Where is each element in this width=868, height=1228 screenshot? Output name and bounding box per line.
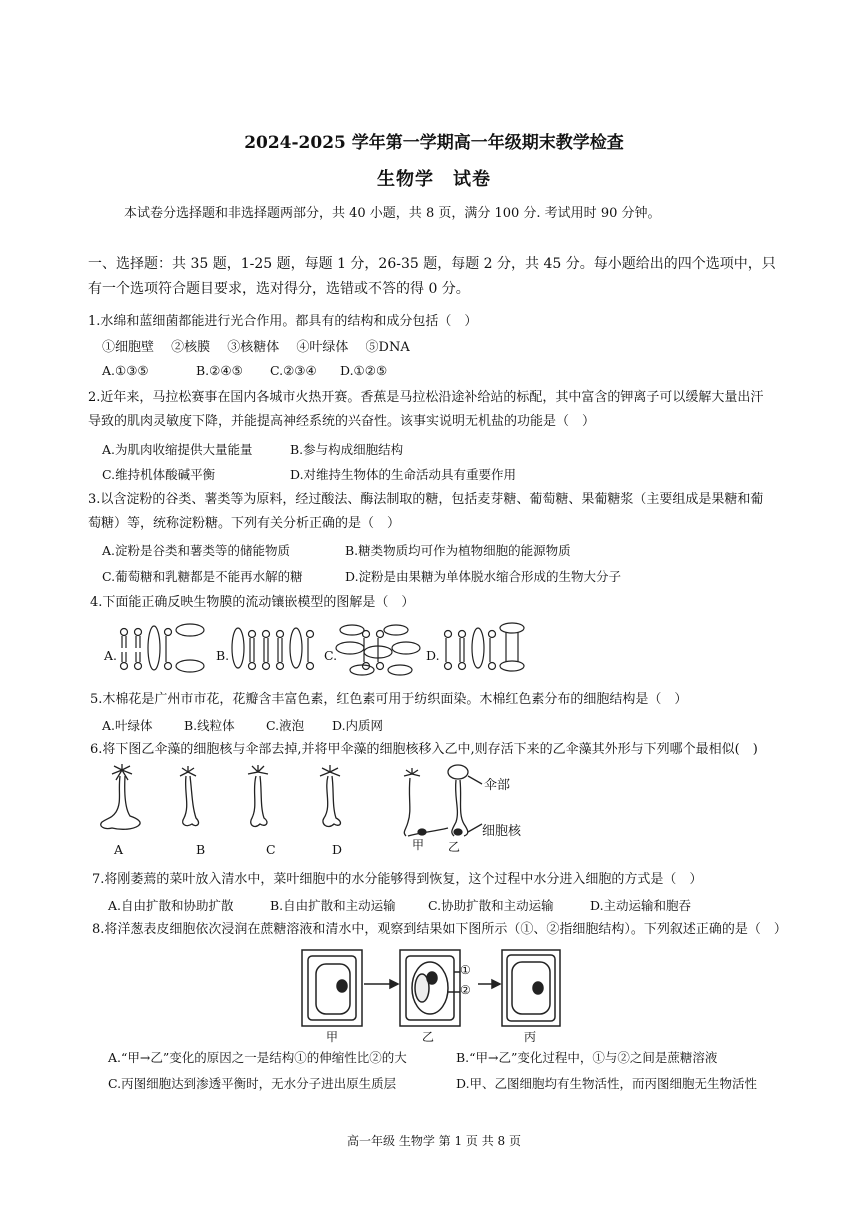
q2-stem-line2: 导致的肌肉灵敏度下降，并能提高神经系统的兴奋性。该事实说明无机盐的功能是（ ）	[88, 414, 596, 429]
q1-option-a: A.①③⑤	[102, 363, 149, 378]
q1-option-d: D.①②⑤	[340, 363, 388, 378]
q6-option-c: C	[266, 842, 276, 857]
q8-option-b: B.“甲→乙”变化过程中，①与②之间是蔗糖溶液	[456, 1050, 718, 1065]
q5-option-c: C.液泡	[266, 718, 305, 733]
q4-option-c: C.	[324, 648, 338, 663]
q1-stem: 1.水绵和蓝细菌都能进行光合作用。都具有的结构和成分包括（ ）	[88, 314, 478, 329]
q2-option-d: D.对维持生物体的生命活动具有重要作用	[290, 467, 517, 482]
exam-title: 2024-2025 学年第一学期高一年级期末教学检查	[244, 133, 624, 153]
label-jia: 甲	[412, 838, 425, 852]
cell-yi	[400, 950, 460, 1026]
q6-acetabularia-diagrams	[92, 762, 552, 862]
q3-stem-line2: 萄糖）等，统称淀粉糖。下列有关分析正确的是（ ）	[88, 516, 401, 531]
label-structure-1: ①	[460, 963, 471, 977]
umbrella-alga-b	[180, 766, 199, 826]
q6-option-a: A	[114, 842, 124, 857]
label-cap: 伞部	[484, 778, 511, 793]
membrane-diagram-d	[445, 623, 525, 671]
caption-yi: 乙	[422, 1030, 435, 1044]
umbrella-alga-d	[320, 765, 340, 826]
q8-option-a: A.“甲→乙”变化的原因之一是结构①的伸缩性比②的大	[108, 1050, 407, 1065]
q4-option-b: B.	[216, 648, 230, 663]
q8-option-d: D.甲、乙图细胞均有生物活性，而丙图细胞无生物活性	[456, 1076, 758, 1091]
label-yi: 乙	[448, 840, 461, 854]
label-nucleus: 细胞核	[482, 824, 522, 839]
section-instructions: 一、选择题：共 35 题，1-25 题，每题 1 分，26-35 题，每题 2 分，共 45 分。每小题给出的四个选项中，只有一个选项符合题目要求，选对得分，选错或不答的得 0 分。	[88, 256, 776, 297]
page-footer: 高一年级 生物学 第 1 页 共 8 页	[347, 1134, 521, 1148]
q2-option-a: A.为肌肉收缩提供大量能量	[102, 442, 253, 457]
q6-option-d: D	[332, 842, 343, 857]
q4-membrane-diagrams	[100, 618, 540, 680]
q7-option-b: B.自由扩散和主动运输	[270, 898, 396, 913]
q7-option-a: A.自由扩散和协助扩散	[108, 898, 234, 913]
caption-bing: 丙	[524, 1030, 537, 1044]
q7-option-c: C.协助扩散和主动运输	[428, 898, 554, 913]
q4-option-d: D.	[426, 648, 440, 663]
q6-stem: 6.将下图乙伞藻的细胞核与伞部去掉,并将甲伞藻的细胞核移入乙中,则存活下来的乙伞藻其外形与下列哪个最相似( )	[90, 742, 758, 757]
q6-option-b: B	[196, 842, 206, 857]
q8-plasmolysis-diagram	[296, 944, 566, 1044]
q3-option-c: C.葡萄糖和乳糖都是不能再水解的糖	[102, 569, 303, 584]
arrow-yi-to-bing	[478, 980, 500, 988]
q1-option-b: B.②④⑤	[196, 363, 243, 378]
label-structure-2: ②	[460, 983, 471, 997]
q3-option-d: D.淀粉是由果糖为单体脱水缩合形成的生物大分子	[345, 569, 622, 584]
q3-option-b: B.糖类物质均可作为植物细胞的能源物质	[345, 543, 571, 558]
caption-jia: 甲	[326, 1030, 339, 1044]
q2-stem-line1: 2.近年来，马拉松赛事在国内各城市火热开赛。香蕉是马拉松沿途补给站的标配，其中富含的钾离子可以缓解大量出汗	[88, 390, 764, 405]
q7-option-d: D.主动运输和胞吞	[590, 898, 692, 913]
subject-title: 生物学 试卷	[377, 169, 491, 190]
umbrella-alga-a	[101, 764, 140, 829]
q1-items: ①细胞壁 ②核膜 ③核糖体 ④叶绿体 ⑤DNA	[102, 340, 410, 355]
q7-stem: 7.将刚萎蔫的菜叶放入清水中，菜叶细胞中的水分能够得到恢复，这个过程中水分进入细胞的方式是（ ）	[92, 872, 703, 887]
membrane-diagram-b	[232, 628, 314, 670]
q4-stem: 4.下面能正确反映生物膜的流动镶嵌模型的图解是（ ）	[90, 595, 415, 610]
cell-bing	[502, 950, 560, 1026]
q5-option-b: B.线粒体	[184, 718, 235, 733]
q5-option-a: A.叶绿体	[102, 718, 153, 733]
q5-stem: 5.木棉花是广州市市花，花瓣含丰富色素，红色素可用于纺织面染。木棉红色素分布的细胞结构是（ ）	[90, 692, 688, 707]
q5-option-d: D.内质网	[332, 718, 384, 733]
grafting-diagram	[404, 765, 482, 836]
q8-option-c: C.丙图细胞达到渗透平衡时，无水分子进出原生质层	[108, 1076, 397, 1091]
q3-option-a: A.淀粉是谷类和薯类等的储能物质	[102, 543, 291, 558]
membrane-diagram-c	[336, 625, 420, 675]
membrane-diagram-a	[121, 624, 205, 672]
q2-option-c: C.维持机体酸碱平衡	[102, 467, 216, 482]
umbrella-alga-c	[248, 765, 268, 826]
arrow-jia-to-yi	[364, 980, 398, 988]
q1-option-c: C.②③④	[270, 363, 317, 378]
exam-intro: 本试卷分选择题和非选择题两部分，共 40 小题，共 8 页，满分 100 分. 考试用时 90 分钟。	[124, 206, 661, 221]
q2-option-b: B.参与构成细胞结构	[290, 442, 404, 457]
q4-option-a: A.	[104, 648, 118, 663]
cell-jia	[302, 950, 362, 1026]
q3-stem-line1: 3.以含淀粉的谷类、薯类等为原料，经过酸法、酶法制取的糖，包括麦芽糖、葡萄糖、果葡糖浆（主要组成是果糖和葡	[88, 492, 764, 507]
q8-stem: 8.将洋葱表皮细胞依次浸润在蔗糖溶液和清水中，观察到结果如下图所示（①、②指细胞结构）。下列叙述正确的是（ ）	[92, 922, 787, 937]
